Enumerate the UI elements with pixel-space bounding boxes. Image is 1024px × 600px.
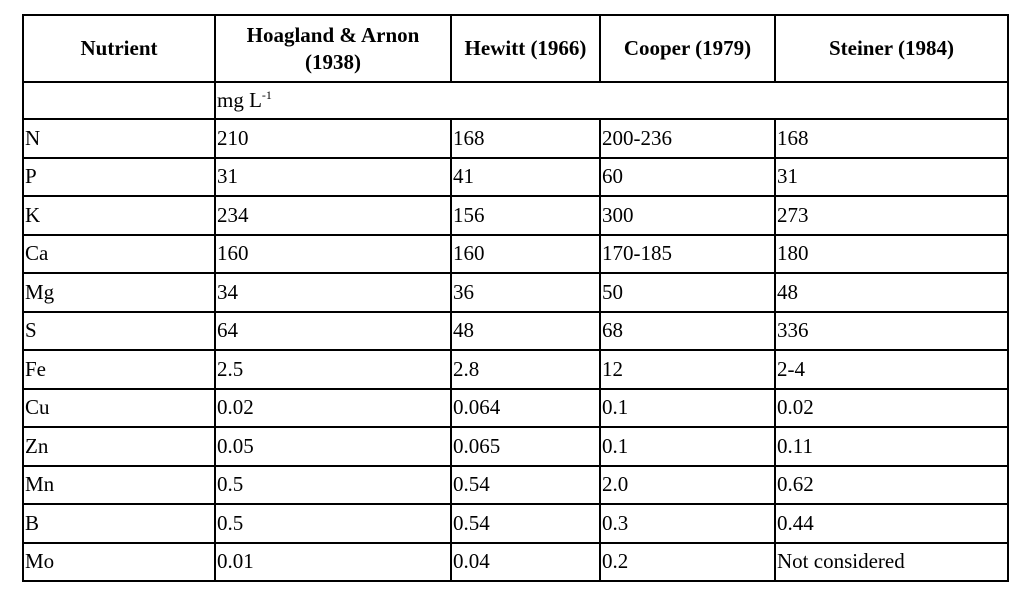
table-row: [23, 196, 1008, 235]
cell-nutrient: Mo: [23, 543, 215, 582]
table-header-row: [23, 15, 1008, 82]
cell-steiner: 180: [775, 235, 1008, 274]
cell-hewitt: 2.8: [451, 350, 600, 389]
cell-hewitt: 156: [451, 196, 600, 235]
cell-hoagland-arnon: 0.5: [215, 504, 451, 543]
table-row: [23, 119, 1008, 158]
table-row: [23, 350, 1008, 389]
cell-hoagland-arnon: 34: [215, 273, 451, 312]
nutrient-solution-table: [22, 14, 1009, 582]
unit-superscript: -1: [261, 88, 272, 102]
table-row: [23, 273, 1008, 312]
cell-cooper: 2.0: [600, 466, 775, 505]
cell-cooper: 0.1: [600, 427, 775, 466]
cell-nutrient: Mn: [23, 466, 215, 505]
cell-hewitt: 0.065: [451, 427, 600, 466]
cell-cooper: 60: [600, 158, 775, 197]
cell-cooper: 0.2: [600, 543, 775, 582]
cell-cooper: 68: [600, 312, 775, 351]
cell-steiner: 2-4: [775, 350, 1008, 389]
column-header-steiner: Steiner (1984): [775, 15, 1008, 82]
cell-cooper: 200-236: [600, 119, 775, 158]
unit-row: [23, 82, 1008, 119]
cell-steiner: 0.11: [775, 427, 1008, 466]
cell-cooper: 50: [600, 273, 775, 312]
cell-hoagland-arnon: 0.5: [215, 466, 451, 505]
cell-hewitt: 48: [451, 312, 600, 351]
unit-row-empty-cell: [23, 82, 215, 119]
table-row: [23, 235, 1008, 274]
cell-hoagland-arnon: 31: [215, 158, 451, 197]
table-row: [23, 543, 1008, 582]
table-row: [23, 158, 1008, 197]
cell-hoagland-arnon: 210: [215, 119, 451, 158]
cell-steiner: 0.62: [775, 466, 1008, 505]
column-header-hoagland-arnon: Hoagland & Arnon (1938): [215, 15, 451, 82]
cell-steiner: 48: [775, 273, 1008, 312]
cell-cooper: 300: [600, 196, 775, 235]
column-header-hewitt: Hewitt (1966): [451, 15, 600, 82]
cell-hoagland-arnon: 0.05: [215, 427, 451, 466]
cell-hewitt: 160: [451, 235, 600, 274]
cell-nutrient: Fe: [23, 350, 215, 389]
table-row: [23, 504, 1008, 543]
table-row: [23, 466, 1008, 505]
table-body: [23, 82, 1008, 581]
table-row: [23, 427, 1008, 466]
cell-hoagland-arnon: 64: [215, 312, 451, 351]
cell-hewitt: 0.54: [451, 504, 600, 543]
cell-nutrient: B: [23, 504, 215, 543]
cell-hewitt: 0.54: [451, 466, 600, 505]
cell-hoagland-arnon: 160: [215, 235, 451, 274]
cell-hoagland-arnon: 234: [215, 196, 451, 235]
cell-hewitt: 168: [451, 119, 600, 158]
cell-hoagland-arnon: 0.02: [215, 389, 451, 428]
cell-nutrient: N: [23, 119, 215, 158]
cell-nutrient: Mg: [23, 273, 215, 312]
cell-steiner: 336: [775, 312, 1008, 351]
cell-hewitt: 0.064: [451, 389, 600, 428]
cell-steiner: 168: [775, 119, 1008, 158]
cell-steiner: 31: [775, 158, 1008, 197]
cell-steiner: 0.02: [775, 389, 1008, 428]
cell-steiner: 0.44: [775, 504, 1008, 543]
cell-hoagland-arnon: 2.5: [215, 350, 451, 389]
cell-nutrient: S: [23, 312, 215, 351]
cell-hewitt: 36: [451, 273, 600, 312]
table-row: [23, 312, 1008, 351]
cell-hoagland-arnon: 0.01: [215, 543, 451, 582]
cell-steiner: Not considered: [775, 543, 1008, 582]
cell-hewitt: 0.04: [451, 543, 600, 582]
table-row: [23, 389, 1008, 428]
unit-base: mg L: [217, 88, 262, 112]
column-header-cooper: Cooper (1979): [600, 15, 775, 82]
unit-label: [215, 82, 1008, 119]
cell-nutrient: P: [23, 158, 215, 197]
cell-hewitt: 41: [451, 158, 600, 197]
column-header-nutrient: Nutrient: [23, 15, 215, 82]
cell-nutrient: Cu: [23, 389, 215, 428]
cell-cooper: 0.1: [600, 389, 775, 428]
cell-cooper: 12: [600, 350, 775, 389]
cell-nutrient: Zn: [23, 427, 215, 466]
cell-cooper: 0.3: [600, 504, 775, 543]
cell-nutrient: Ca: [23, 235, 215, 274]
cell-steiner: 273: [775, 196, 1008, 235]
cell-cooper: 170-185: [600, 235, 775, 274]
cell-nutrient: K: [23, 196, 215, 235]
